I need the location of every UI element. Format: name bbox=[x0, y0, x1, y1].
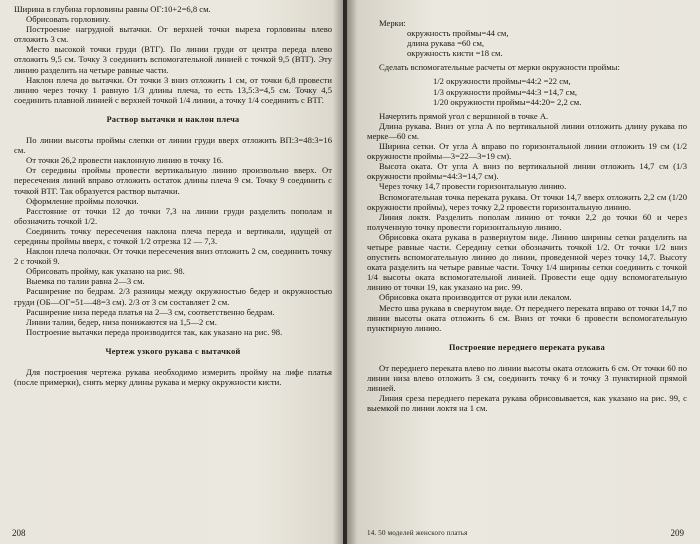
measure-item: окружность кисти =18 см. bbox=[407, 48, 503, 59]
calc-list bbox=[367, 76, 687, 106]
measures-title: Мерки: bbox=[379, 18, 406, 28]
calc-item: 1/20 окружности проймы=44:20= 2,2 см. bbox=[433, 96, 582, 107]
section-heading: Чертеж узкого рукава с вытачкой bbox=[105, 346, 241, 356]
paragraph: Длина рукава. Вниз от угла А по вертикальной линии отложить длину рукава по мерке—60 см. bbox=[367, 120, 687, 141]
page-footer: 14. 50 моделей женского платья bbox=[367, 529, 468, 537]
calc-intro: Сделать вспомогательные расчеты от мерки окружности проймы: bbox=[379, 62, 620, 73]
paragraph: Ширина в глубина горловины равны ОГ:10+2=6,8 см. bbox=[14, 4, 211, 14]
paragraph: По линии высоты проймы слепки от линии груди вверх отложить ВП:3=48:3=16 см. bbox=[14, 135, 332, 156]
left-page-text bbox=[14, 4, 332, 387]
paragraph: Обрисовать пройму, как указано на рис. 98. bbox=[26, 266, 185, 277]
page-number: 209 bbox=[670, 528, 684, 538]
paragraph: От середины проймы провести вертикальную линию произвольно вверх. От пересечения линий вправо отложить остаток длины плеча 9 см. Точку 9 соединить с точкой ВТГ. Так образуется раствор вытачки. bbox=[14, 165, 332, 196]
paragraph: Оформление проймы полочки. bbox=[26, 195, 139, 206]
calc-item: 1/3 окружности проймы=44:3 =14,7 см, bbox=[433, 86, 578, 97]
paragraph: От переднего переката влево по линии высоты оката отложить 6 см. От точки 60 по линии низа влево отложить 3 см, соединить точку 6 и точку 3 пунктирной прямой линией. bbox=[367, 362, 687, 394]
paragraph: Ширина сетки. От угла А вправо по горизонтальной линии отложить 19 см (1/2 окружности проймы—3=22—3=19 см). bbox=[367, 141, 687, 162]
paragraph: Вспомогательная точка переката рукава. От точки 14,7 вверх отложить 2,2 см (1/20 окружности проймы), через точку 2,2 провести горизонтальную линию. bbox=[367, 191, 687, 212]
paragraph: Расстояние от точки 12 до точки 7,3 на линии груди разделить пополам и обозначить точкой 1/2. bbox=[14, 205, 332, 226]
left-page bbox=[0, 0, 343, 544]
paragraph: Выемка по талии равна 2—3 см. bbox=[26, 276, 145, 287]
paragraph: Соединить точку пересечения наклона плеча переда и вертикали, идущей от середины проймы вверх, с точкой 1/2 отрезка 12 — 7,3. bbox=[14, 225, 332, 246]
measure-item: длина рукава =60 см, bbox=[407, 38, 485, 49]
paragraph: Место шва рукава в свернутом виде. От переднего переката вправо от точки 14,7 по линии высоты оката отложить 6 см. Вниз от точки 6 провести вспомогательную пунктирную линию. bbox=[367, 302, 687, 333]
section-heading: Раствор вытачки и наклон плеча bbox=[106, 114, 240, 124]
measure-item: окружность проймы=44 см, bbox=[407, 28, 509, 39]
paragraph: Построение нагрудной вытачки. От верхней точки выреза горловины влево отложить 3 см. bbox=[14, 24, 332, 45]
paragraph: Линии талии, бедер, низа понижаются на 1,5—2 см. bbox=[26, 316, 217, 327]
paragraph: Построение вытачки переда производится так, как указано на рис. 98. bbox=[26, 326, 283, 337]
paragraph: Для построения чертежа рукава необходимо измерить пройму на лифе платья (после примерки), снять мерку длины рукава и мерку окружности кисти. bbox=[14, 367, 332, 388]
right-page-text bbox=[367, 18, 687, 413]
paragraph: Расширение по бедрам. 2/3 разницы между окружностью бедер и окружностью груди (ОБ—ОГ=51—48=3 см). 2/3 от 3 см составляет 2 см. bbox=[14, 286, 332, 307]
page-number: 208 bbox=[12, 528, 26, 538]
paragraph: Линия локтя. Разделить пополам линию от точки 2,2 до точки 60 и через полученную точку провести горизонтальную линию. bbox=[367, 211, 687, 232]
measures-list bbox=[367, 28, 687, 58]
paragraph: Начертить прямой угол с вершиной в точке А. bbox=[379, 110, 549, 121]
paragraph: Наклон плеча полочки. От точки пересечения вниз отложить 2 см, соединить точку 2 с точкой 9. bbox=[14, 246, 332, 267]
paragraph: Место высокой точки груди (ВТГ). По линии груди от центра переда влево отложить 9,5 см. Точку 3 соединить вспомогательной линией с точкой 9,5 (ВТГ). Эту линию разделить на четыре равные части. bbox=[14, 44, 332, 75]
paragraph: Обрисовка оката производится от руки или лекалом. bbox=[379, 292, 572, 303]
section-heading: Построение переднего переката рукава bbox=[448, 342, 605, 352]
paragraph: Через точку 14,7 провести горизонтальную линию. bbox=[379, 181, 567, 192]
paragraph: Обрисовать горловину. bbox=[26, 14, 111, 25]
paragraph: Высота оката. От угла А вниз по вертикальной линии отложить 14,7 см (1/3 окружности проймы=44:3=14,7 см). bbox=[367, 161, 687, 182]
calc-item: 1/2 окружности проймы=44:2 =22 см, bbox=[433, 76, 571, 87]
right-page bbox=[347, 0, 700, 544]
paragraph: Расширение низа переда платья на 2—3 см, соответственно бедрам. bbox=[26, 306, 275, 317]
paragraph: От точки 26,2 провести наклонную линию в точку 16. bbox=[26, 155, 224, 166]
paragraph: Обрисовка оката рукава в развернутом виде. Линию ширины сетки разделить на четыре равные части. Середину сетки обозначить точкой 1/2. От точки 1/2 вниз опустить вспомогательную линию до линии, проведенной через точку 14,7. Высоту оката разделить на четыре равные части. Точку 1/4 ширины сетки соединить с точкой 1/4 высоты оката вспомогательной линией. Провести еще одну вспомогательную линию от точки 19, как указано на рис. 99. bbox=[367, 231, 687, 293]
paragraph: Линия среза переднего переката рукава обрисовывается, как указано на рис. 99, с выемкой по линии локтя на 1 см. bbox=[367, 393, 687, 414]
paragraph: Наклон плеча до вытачки. От точки 3 вниз отложить 1 см, от точки 6,8 провести линию через точку 1 равную 1/3 длины плеча, то есть 13,5:3=4,5 см. Точку 4,5 соединить плавной линией с верхней точкой 1/4 линии, а точку 1/4 соединить с ВТГ. bbox=[14, 74, 332, 105]
